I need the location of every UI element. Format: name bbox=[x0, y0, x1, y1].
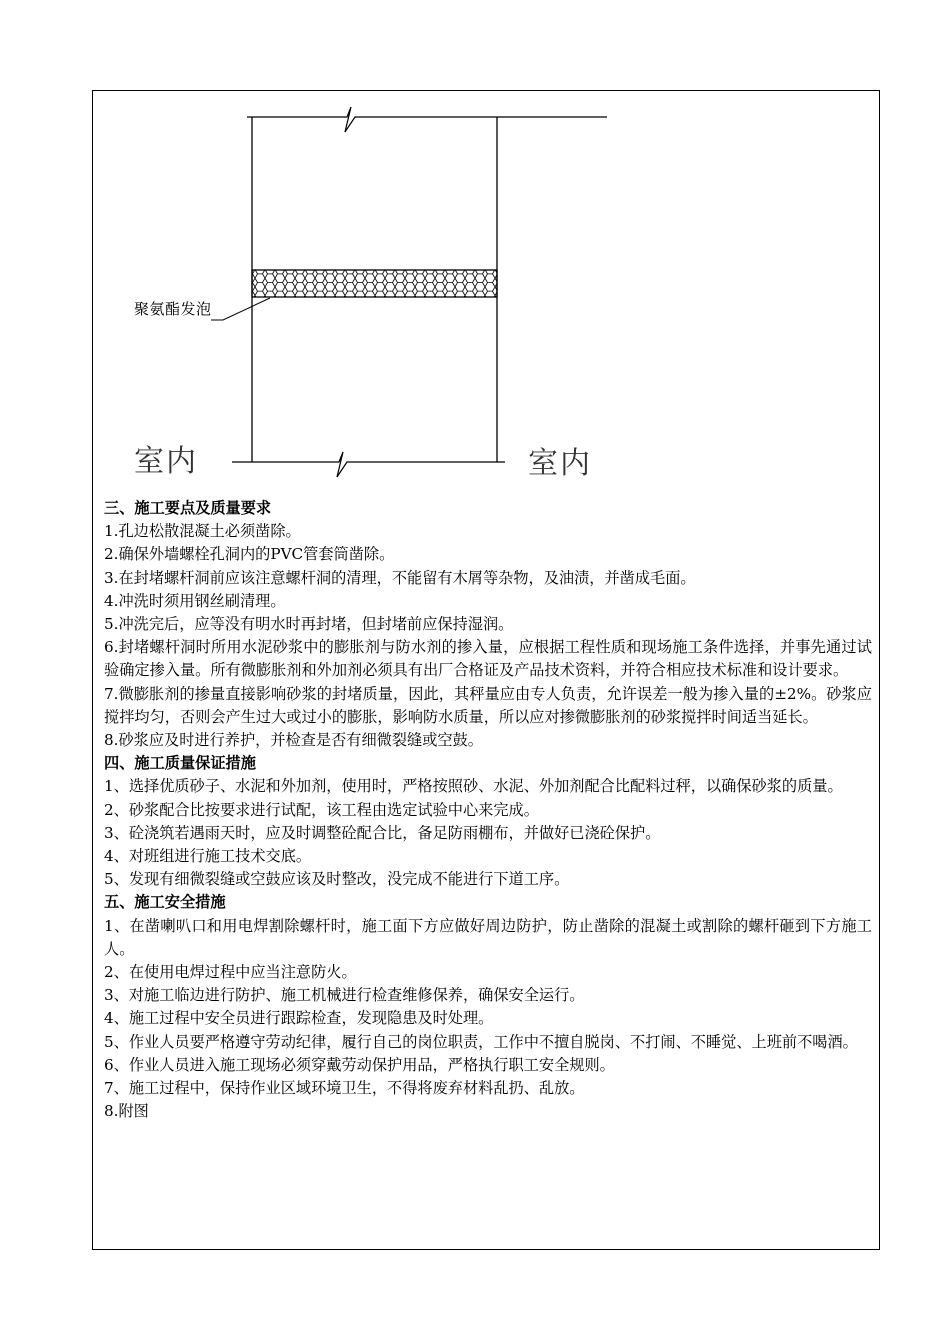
material-label: 聚氨酯发泡 bbox=[134, 300, 212, 318]
section-heading: 五、施工安全措施 bbox=[104, 893, 226, 912]
list-item: 4、施工过程中安全员进行跟踪检查，发现隐患及时处理。 bbox=[104, 1009, 494, 1028]
list-item: 6、作业人员进入施工现场必须穿戴劳动保护用品，严格执行职工安全规则。 bbox=[104, 1055, 615, 1074]
list-item: 4.冲洗时须用钢丝刷清理。 bbox=[104, 591, 286, 610]
list-item: 7.微膨胀剂的掺量直接影响砂浆的封堵质量，因此，其秤量应由专人负责，允许误差一般为掺入量的±2%。砂浆应搅拌均匀，否则会产生过大或过小的膨胀，影响防水质量，所以应对掺微膨胀剂的砂浆搅拌时间适当延长。 bbox=[104, 684, 872, 726]
list-item: 5、发现有细微裂缝或空鼓应该及时整改，没完成不能进行下道工序。 bbox=[104, 870, 570, 889]
list-item: 3、对施工临边进行防护、施工机械进行检查维修保养，确保安全运行。 bbox=[104, 986, 585, 1005]
list-item: 5.冲洗完后，应等没有明水时再封堵，但封堵前应保持湿润。 bbox=[104, 615, 514, 634]
list-item: 2、砂浆配合比按要求进行试配，该工程由选定试验中心来完成。 bbox=[104, 800, 539, 819]
section-heading: 四、施工质量保证措施 bbox=[104, 754, 256, 773]
list-item: 7、施工过程中，保持作业区域环境卫生，不得将废弃材料乱扔、乱放。 bbox=[104, 1079, 585, 1098]
list-item: 3、砼浇筑若遇雨天时，应及时调整砼配合比，备足防雨棚布，并做好已浇砼保护。 bbox=[104, 823, 661, 842]
indoor-label-left: 室内 bbox=[134, 444, 198, 479]
list-item: 2.确保外墙螺栓孔洞内的PVC管套筒凿除。 bbox=[104, 545, 395, 564]
list-item: 3.在封堵螺杆洞前应该注意螺杆洞的清理，不能留有木屑等杂物，及油渍，并凿成毛面。 bbox=[104, 568, 696, 587]
list-item: 1、选择优质砂子、水泥和外加剂，使用时，严格按照砂、水泥、外加剂配合比配料过秤，以确保砂浆的质量。 bbox=[104, 777, 843, 796]
list-item: 1、在凿喇叭口和用电焊割除螺杆时，施工面下方应做好周边防护，防止凿除的混凝土或割除的螺杆砸到下方施工人。 bbox=[104, 916, 872, 958]
section-heading: 三、施工要点及质量要求 bbox=[104, 499, 272, 517]
list-item: 5、作业人员要严格遵守劳动纪律，履行自己的岗位职责，工作中不擅自脱岗、不打闹、不睡觉、上班前不喝酒。 bbox=[104, 1032, 858, 1051]
indoor-label-right: 室内 bbox=[528, 446, 592, 481]
section-drawing bbox=[95, 92, 877, 497]
list-item: 8.砂浆应及时进行养护，并检查是否有细微裂缝或空鼓。 bbox=[104, 731, 483, 750]
list-item: 6.封堵螺杆洞时所用水泥砂浆中的膨胀剂与防水剂的掺入量，应根据工程性质和现场施工条件选择，并事先通过试验确定掺入量。所有微膨胀剂和外加剂必须具有出厂合格证及产品技术资料，并符合相应技术标准和设计要求。 bbox=[104, 638, 872, 680]
list-item: 4、对班组进行施工技术交底。 bbox=[104, 847, 312, 866]
list-item: 1.孔边松散混凝土必须凿除。 bbox=[104, 522, 301, 541]
list-item: 8.附图 bbox=[104, 1102, 149, 1121]
list-item: 2、在使用电焊过程中应当注意防火。 bbox=[104, 963, 357, 982]
document-body bbox=[104, 497, 872, 1123]
